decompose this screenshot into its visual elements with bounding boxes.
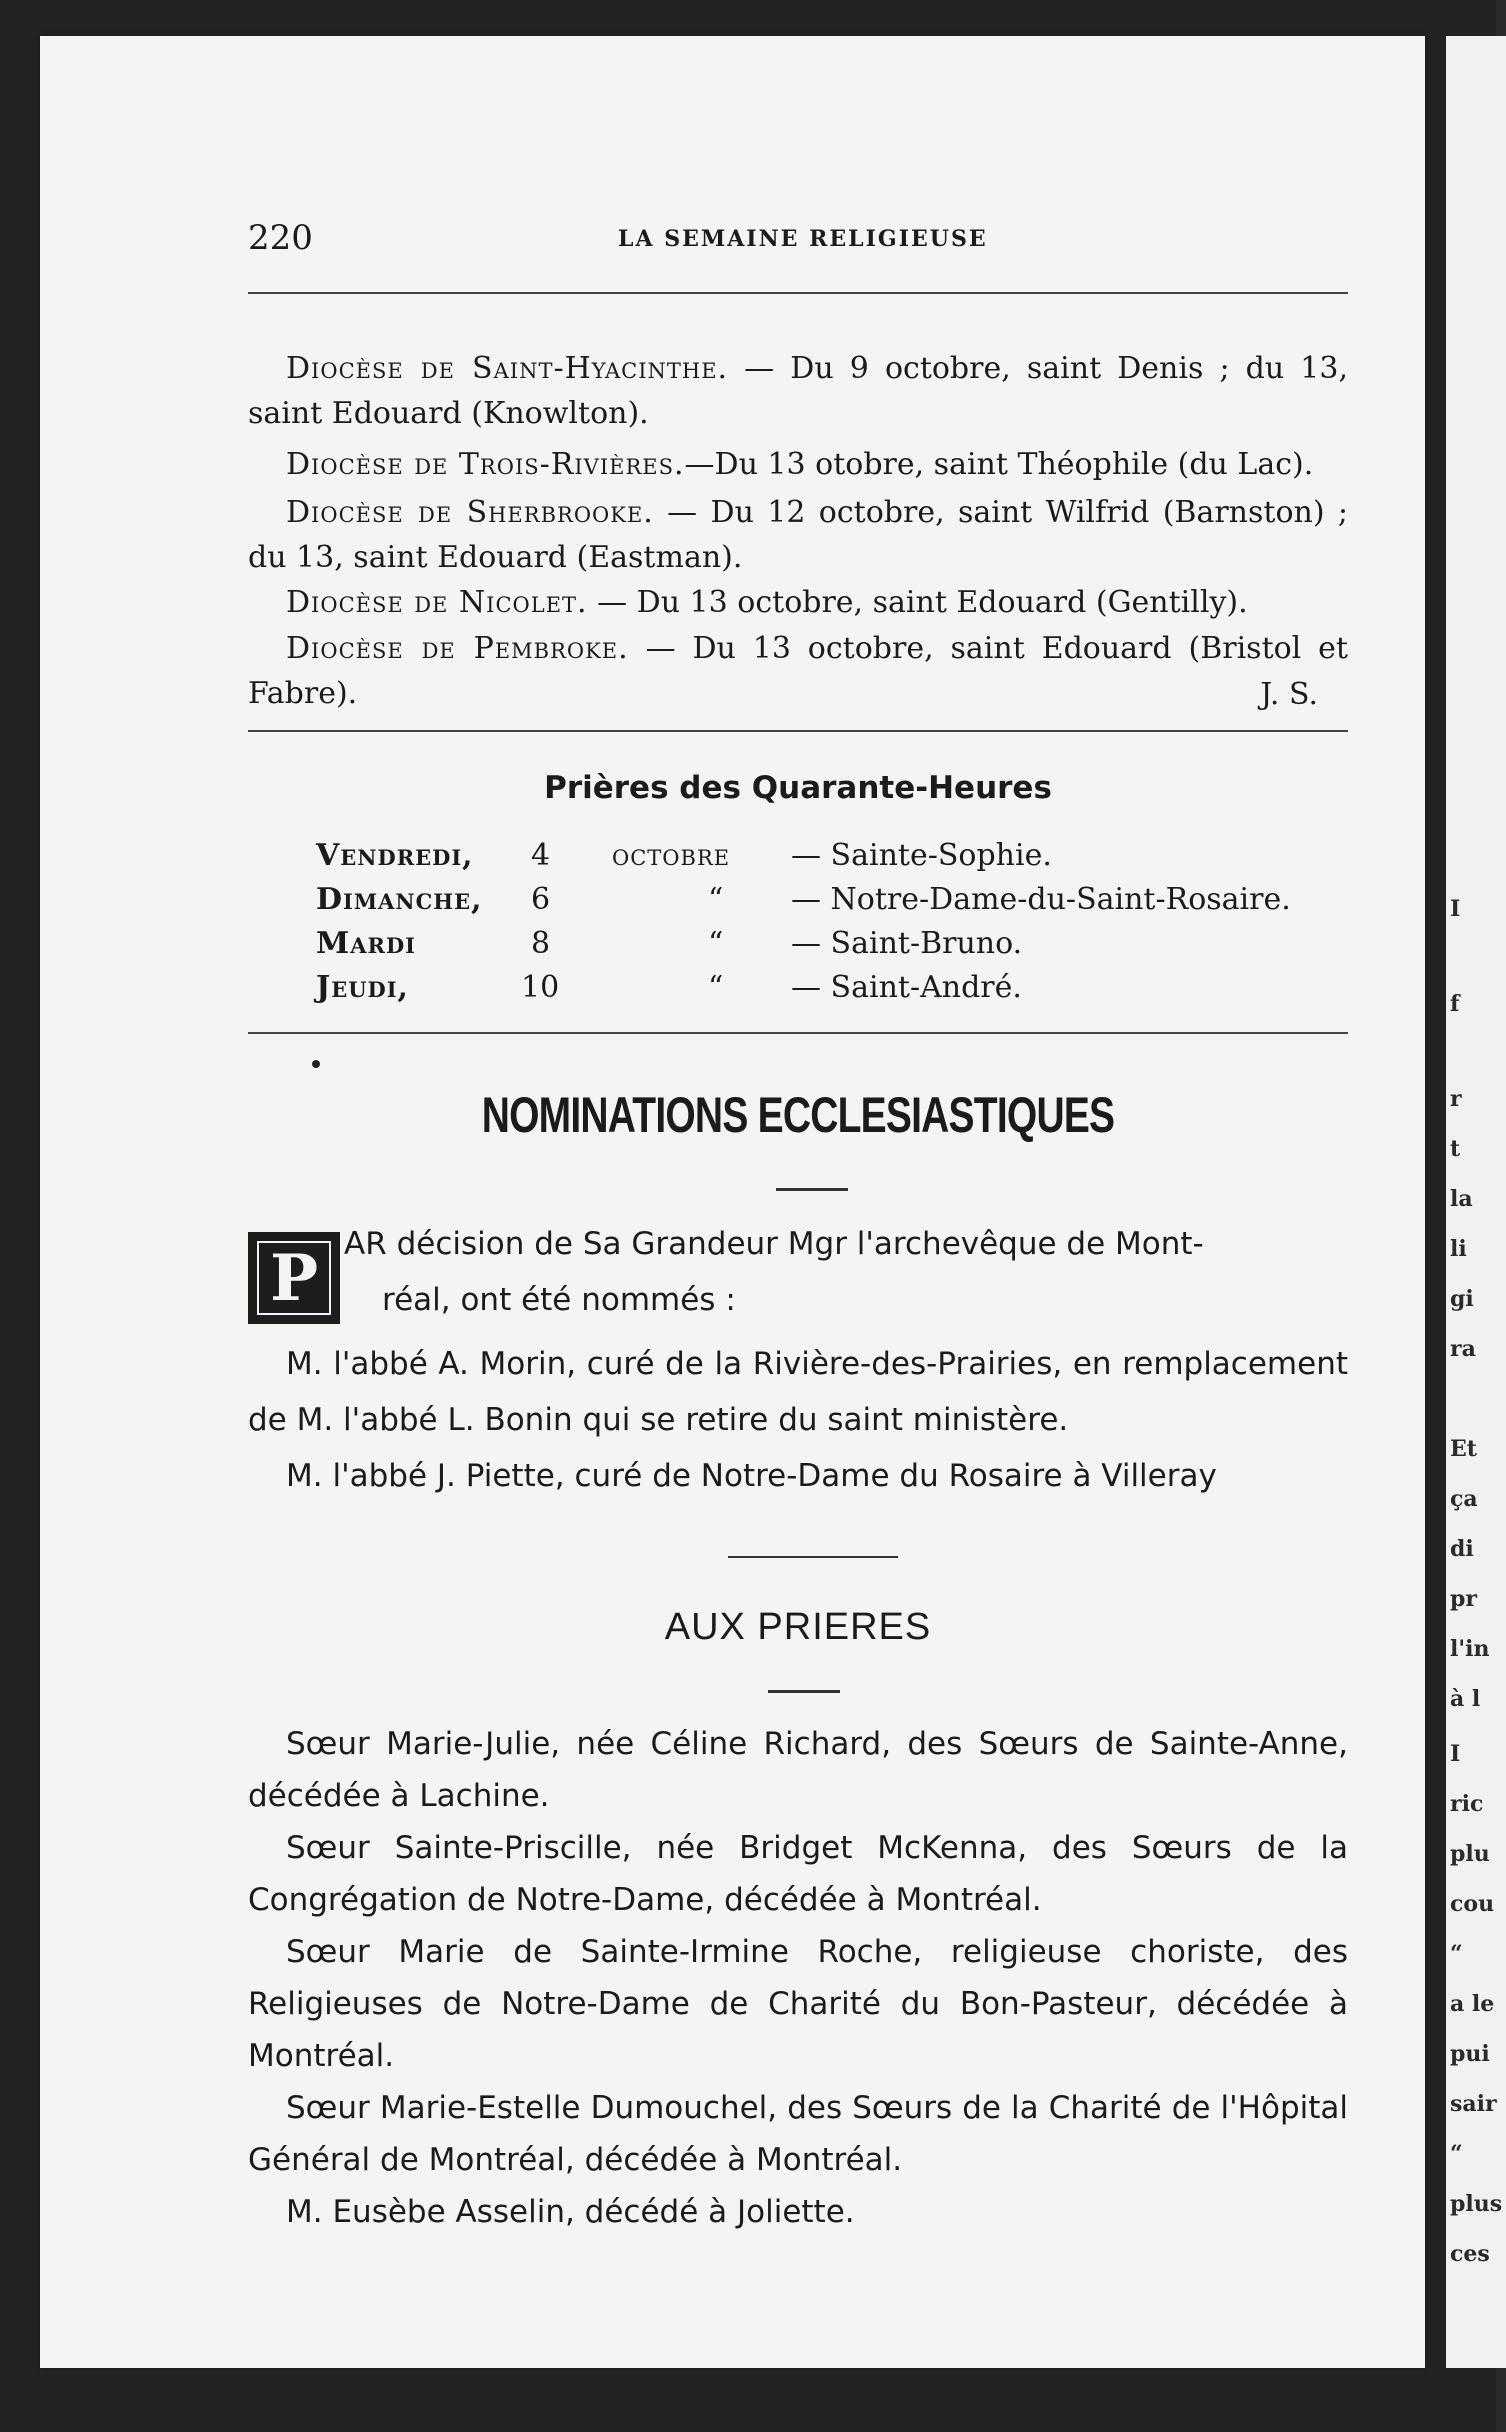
diocese-entry bbox=[248, 442, 1348, 487]
neighbor-fragment: li bbox=[1450, 1236, 1467, 1262]
header-rule bbox=[248, 292, 1348, 294]
neighbor-fragment: cou bbox=[1450, 1891, 1495, 1917]
neighbor-fragment: plu bbox=[1450, 1841, 1490, 1867]
quarante-heures-row bbox=[316, 970, 1316, 1014]
qh-place: — Saint-André. bbox=[791, 970, 1022, 1005]
neighbor-fragment: pr bbox=[1450, 1586, 1477, 1612]
prayer-item bbox=[248, 1822, 1348, 1926]
qh-month: “ bbox=[708, 970, 725, 1005]
neighbor-fragment: “ bbox=[1450, 2141, 1463, 2167]
nomination-item bbox=[248, 1448, 1348, 1504]
neighbor-fragment: Et bbox=[1450, 1436, 1477, 1462]
diocese-text: —Du 13 otobre, saint Théophile (du Lac). bbox=[684, 447, 1314, 482]
qh-date: 10 bbox=[521, 970, 560, 1005]
diocese-name: Diocèse de Saint-Hyacinthe. bbox=[286, 351, 729, 386]
neighbor-fragment: la bbox=[1450, 1186, 1473, 1212]
page-number: 220 bbox=[248, 218, 313, 258]
nominations-title: NOMINATIONS ECCLESIASTIQUES bbox=[481, 1087, 1115, 1143]
diocese-text: — Du 13 octobre, saint Edouard (Gentilly). bbox=[587, 585, 1248, 620]
prayer-item bbox=[248, 2082, 1348, 2186]
neighbor-fragment: a le bbox=[1450, 1991, 1495, 2017]
prayer-text: Sœur Sainte-Priscille, née Bridget McKenna, des Sœurs de la Congrégation de Notre-Dame, décédée à Montréal. bbox=[248, 1830, 1348, 1918]
diocese-name: Diocèse de Sherbrooke. bbox=[286, 495, 654, 530]
quarante-heures-row bbox=[316, 882, 1316, 926]
prayer-text: Sœur Marie de Sainte-Irmine Roche, religieuse choriste, des Religieuses de Notre-Dame de Charité du Bon-Pasteur, décédée à Montréal. bbox=[248, 1934, 1348, 2074]
qh-place: — Notre-Dame-du-Saint-Rosaire. bbox=[791, 882, 1291, 917]
quarante-heures-row bbox=[316, 926, 1316, 970]
neighbor-page-edge bbox=[1446, 36, 1506, 2368]
neighbor-fragment: sair bbox=[1450, 2091, 1497, 2117]
qh-place: — Sainte-Sophie. bbox=[791, 838, 1052, 873]
section-rule bbox=[248, 730, 1348, 732]
title-dash bbox=[768, 1690, 840, 1693]
neighbor-fragment: di bbox=[1450, 1536, 1474, 1562]
qh-day: Jeudi, bbox=[316, 970, 409, 1005]
running-head bbox=[248, 218, 1348, 258]
qh-month: “ bbox=[708, 882, 725, 917]
qh-month: “ bbox=[708, 926, 725, 961]
nomination-text: M. l'abbé A. Morin, curé de la Rivière-des-Prairies, en remplacement de M. l'abbé L. Bonin qui se retire du saint ministère. bbox=[248, 1346, 1348, 1438]
section-rule bbox=[248, 1032, 1348, 1034]
quarante-heures-title: Prières des Quarante-Heures bbox=[544, 770, 1052, 806]
neighbor-fragment: plus bbox=[1450, 2191, 1503, 2217]
print-speck bbox=[312, 1060, 320, 1068]
neighbor-fragment: r bbox=[1450, 1086, 1462, 1112]
diocese-name: Diocèse de Nicolet. bbox=[286, 585, 588, 620]
prayer-text: Sœur Marie-Estelle Dumouchel, des Sœurs de la Charité de l'Hôpital Général de Montréal, décédée à Montréal. bbox=[248, 2090, 1348, 2178]
separator-line bbox=[728, 1556, 898, 1558]
neighbor-fragment: ra bbox=[1450, 1336, 1476, 1362]
neighbor-fragment: f bbox=[1450, 991, 1460, 1017]
title-dash bbox=[776, 1188, 848, 1191]
prayer-item bbox=[248, 2186, 1348, 2238]
dropcap-p bbox=[248, 1232, 340, 1324]
diocese-text: — Du 13 octobre, saint Edouard (Bristol et Fabre). bbox=[248, 631, 1348, 711]
aux-prieres-title: AUX PRIERES bbox=[664, 1606, 932, 1648]
diocese-entry bbox=[248, 580, 1348, 625]
nominations-intro-line1: AR décision de Sa Grandeur Mgr l'archevêque de Mont- bbox=[344, 1226, 1204, 1262]
prayer-item bbox=[248, 1718, 1348, 1822]
neighbor-fragment: ric bbox=[1450, 1791, 1484, 1817]
diocese-text: — Du 9 octobre, saint Denis ; du 13, saint Edouard (Knowlton). bbox=[248, 351, 1348, 431]
neighbor-fragment: l'in bbox=[1450, 1636, 1490, 1662]
diocese-name: Diocèse de Pembroke. bbox=[286, 631, 629, 666]
signature: J. S. bbox=[1260, 677, 1318, 712]
neighbor-fragment: ces bbox=[1450, 2241, 1490, 2267]
qh-place: — Saint-Bruno. bbox=[791, 926, 1023, 961]
nomination-text: M. l'abbé J. Piette, curé de Notre-Dame du Rosaire à Villeray bbox=[286, 1458, 1217, 1494]
qh-day: Vendredi, bbox=[316, 838, 474, 873]
nomination-item bbox=[248, 1336, 1348, 1448]
prayer-item bbox=[248, 1926, 1348, 2082]
dropcap-letter: P bbox=[257, 1241, 331, 1315]
neighbor-fragment: “ bbox=[1450, 1941, 1463, 1967]
diocese-name: Diocèse de Trois-Rivières. bbox=[286, 447, 685, 482]
signature-line bbox=[248, 672, 1348, 717]
diocese-entry bbox=[248, 490, 1348, 580]
qh-date: 6 bbox=[531, 882, 551, 917]
diocese-entry bbox=[248, 346, 1348, 436]
neighbor-fragment: I bbox=[1450, 1741, 1461, 1767]
qh-day: Dimanche, bbox=[316, 882, 483, 917]
neighbor-fragment: gi bbox=[1450, 1286, 1474, 1312]
diocese-text: — Du 12 octobre, saint Wilfrid (Barnston) ; du 13, saint Edouard (Eastman). bbox=[248, 495, 1349, 575]
nominations-intro-line2: réal, ont été nommés : bbox=[382, 1282, 736, 1318]
neighbor-fragment: ça bbox=[1450, 1486, 1478, 1512]
qh-month: octobre bbox=[612, 838, 731, 873]
qh-date: 4 bbox=[531, 838, 551, 873]
qh-date: 8 bbox=[531, 926, 551, 961]
neighbor-fragment: pui bbox=[1450, 2041, 1490, 2067]
neighbor-fragment: t bbox=[1450, 1136, 1461, 1162]
qh-day: Mardi bbox=[316, 926, 416, 961]
prayer-text: Sœur Marie-Julie, née Céline Richard, des Sœurs de Sainte-Anne, décédée à Lachine. bbox=[248, 1726, 1348, 1814]
neighbor-fragment: I bbox=[1450, 896, 1461, 922]
running-title: LA SEMAINE RELIGIEUSE bbox=[618, 226, 988, 252]
prayer-text: M. Eusèbe Asselin, décédé à Joliette. bbox=[286, 2194, 855, 2230]
neighbor-fragment: à l bbox=[1450, 1686, 1481, 1712]
quarante-heures-row bbox=[316, 838, 1316, 882]
